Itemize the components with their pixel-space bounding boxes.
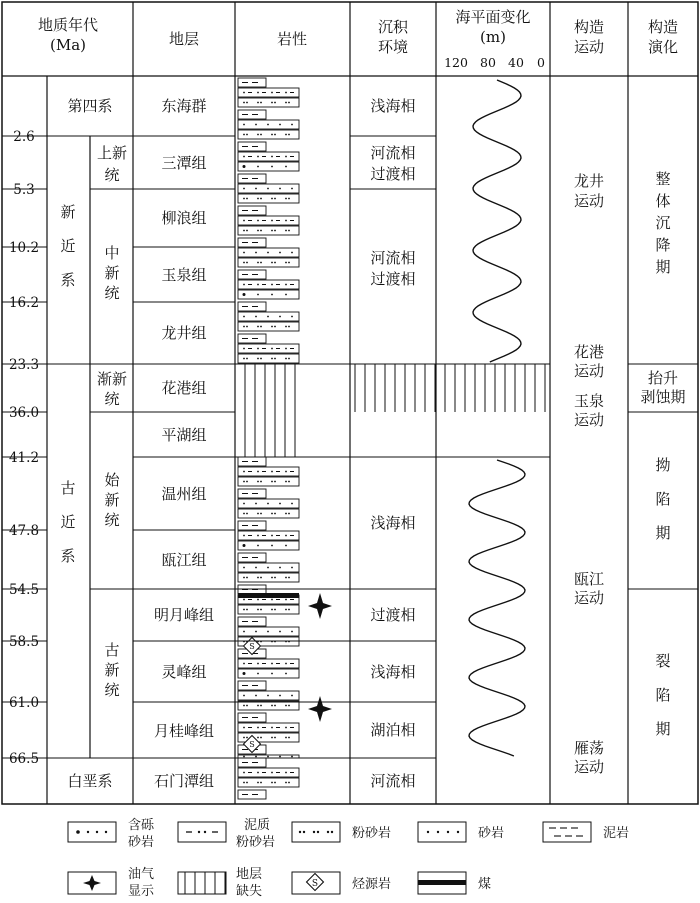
movement-oujiang: 运动	[573, 589, 605, 607]
movement-huagang: 花港	[573, 343, 605, 361]
legend-source-rock-glyph: S	[311, 879, 319, 889]
movement-longjing: 龙井	[573, 172, 605, 190]
system-paleogene: 近	[60, 513, 76, 531]
environment-label: 湖泊相	[370, 721, 416, 739]
evolution-rift: 期	[655, 720, 671, 738]
legend-conglomeratic-sandstone-icon	[68, 822, 116, 842]
oil-gas-show-icon	[308, 593, 332, 619]
header-tectonic-movement-1: 构造	[573, 18, 605, 36]
series-paleocene: 新	[104, 661, 120, 679]
age-label: 58.5	[8, 634, 40, 650]
age-label: 47.8	[8, 523, 40, 539]
environment-label: 浅海相	[370, 97, 416, 115]
header-tectonic-movement-2: 运动	[573, 38, 605, 56]
series-middle-miocene: 统	[104, 284, 120, 302]
system-paleogene: 古	[60, 479, 76, 497]
age-label: 66.5	[8, 751, 40, 767]
formation-label: 月桂峰组	[153, 722, 215, 740]
movement-huagang: 运动	[573, 362, 605, 380]
series-eocene: 统	[104, 511, 120, 529]
sea-level-curve	[469, 80, 525, 756]
header-tectonic-evolution-2: 演化	[647, 38, 679, 56]
environment-label: 河流相	[370, 144, 416, 162]
svg-text:S: S	[249, 642, 255, 651]
legend-conglomeratic-sandstone-label: 含砾	[128, 818, 155, 833]
formation-label: 平湖组	[161, 426, 207, 444]
series-middle-miocene: 中	[104, 244, 120, 262]
evolution-subsidence: 整	[655, 170, 671, 188]
formation-label: 花港组	[161, 379, 207, 397]
legend-sandstone-label: 砂岩	[478, 826, 505, 841]
age-label: 41.2	[8, 450, 40, 466]
header-environment-2: 环境	[377, 38, 409, 56]
environment-label: 浅海相	[370, 514, 416, 532]
formation-label: 灵峰组	[161, 663, 207, 681]
evolution-uplift: 抬升	[647, 369, 679, 387]
system-cretaceous: 白垩系	[67, 772, 113, 790]
formation-label: 明月峰组	[153, 606, 215, 624]
movement-yuquan: 运动	[573, 411, 605, 429]
legend-source-rock-label: 烃源岩	[352, 877, 392, 892]
series-eocene: 始	[104, 471, 120, 489]
header-geologic-age: 地质年代	[37, 16, 99, 34]
series-eocene: 新	[104, 491, 120, 509]
system-paleogene: 系	[60, 547, 76, 565]
legend-oil-gas-show-label: 油气	[128, 867, 155, 882]
evolution-subsidence: 降	[655, 236, 671, 254]
legend-mudstone-label: 泥岩	[603, 826, 630, 841]
movement-oujiang: 瓯江	[573, 570, 605, 588]
formation-label: 龙井组	[161, 324, 207, 342]
age-label: 16.2	[8, 295, 40, 311]
header-tectonic-evolution-1: 构造	[647, 18, 679, 36]
environment-label: 河流相	[370, 249, 416, 267]
legend-muddy-siltstone-label: 泥质	[244, 818, 271, 833]
legend-stratum-missing-label: 地层	[236, 867, 263, 882]
oil-gas-show-icon	[308, 696, 332, 722]
legend-oil-gas-show-label: 显示	[128, 884, 155, 899]
formation-label: 东海群	[161, 97, 207, 115]
system-neogene: 新	[60, 203, 76, 221]
legend-stratum-missing-label: 缺失	[236, 884, 263, 899]
formation-label: 瓯江组	[161, 551, 207, 569]
age-label: 54.5	[8, 582, 40, 598]
evolution-subsidence: 期	[655, 258, 671, 276]
movement-longjing: 运动	[573, 192, 605, 210]
formation-label: 玉泉组	[161, 266, 207, 284]
sea-level-tick-40: 40	[508, 55, 524, 70]
evolution-depression: 期	[655, 524, 671, 542]
age-label: 61.0	[8, 695, 40, 711]
evolution-subsidence: 体	[655, 192, 671, 210]
environment-label: 过渡相	[370, 165, 416, 183]
environment-label: 过渡相	[370, 270, 416, 288]
sea-level-tick-80: 80	[480, 55, 496, 70]
legend-mudstone-icon	[543, 822, 591, 842]
movement-yandang: 运动	[573, 758, 605, 776]
stratum-missing-hatch-litho	[238, 364, 299, 457]
evolution-rift: 裂	[655, 652, 671, 670]
movement-yandang: 雁荡	[573, 739, 605, 757]
series-middle-miocene: 新	[104, 264, 120, 282]
formation-label: 柳浪组	[161, 209, 207, 227]
system-neogene: 近	[60, 237, 76, 255]
legend	[68, 818, 629, 899]
stratum-missing-hatch-env-sea	[352, 364, 550, 412]
formation-label: 温州组	[161, 485, 207, 503]
legend-muddy-siltstone-icon	[178, 822, 226, 842]
formation-label: 三潭组	[161, 154, 207, 172]
sea-level-tick-0: 0	[537, 55, 545, 70]
legend-conglomeratic-sandstone-label: 砂岩	[128, 835, 155, 850]
environment-label: 浅海相	[370, 663, 416, 681]
age-label: 36.0	[8, 405, 40, 421]
series-upper-miocene: 上新	[96, 144, 128, 162]
header-environment-1: 沉积	[377, 18, 409, 36]
environment-label: 河流相	[370, 772, 416, 790]
evolution-uplift: 剥蚀期	[640, 388, 686, 406]
age-label: 2.6	[13, 129, 35, 145]
header-sea-level-unit: (m)	[480, 28, 506, 46]
svg-text:S: S	[249, 740, 255, 749]
formation-label: 石门潭组	[153, 772, 215, 790]
series-upper-miocene: 统	[104, 166, 120, 184]
system-neogene: 系	[60, 271, 76, 289]
series-oligocene: 渐新	[96, 370, 128, 388]
environment-label: 过渡相	[370, 606, 416, 624]
header-sea-level: 海平面变化	[455, 8, 531, 26]
evolution-rift: 陷	[655, 686, 671, 704]
age-label: 23.3	[8, 357, 40, 373]
system-quaternary: 第四系	[67, 97, 113, 115]
sea-level-tick-120: 120	[444, 55, 468, 70]
movement-yuquan: 玉泉	[573, 392, 605, 410]
series-oligocene: 统	[104, 390, 120, 408]
evolution-depression: 陷	[655, 490, 671, 508]
header-formation: 地层	[168, 30, 200, 48]
legend-stratum-missing-icon	[178, 872, 226, 894]
legend-siltstone-label: 粉砂岩	[352, 826, 392, 841]
legend-muddy-siltstone-label: 粉砂岩	[236, 835, 276, 850]
series-paleocene: 统	[104, 681, 120, 699]
evolution-subsidence: 沉	[655, 214, 671, 232]
age-label: 10.2	[8, 240, 40, 256]
legend-coal-label: 煤	[478, 877, 492, 892]
header-geologic-age-unit: (Ma)	[49, 36, 87, 54]
header-lithology: 岩性	[276, 30, 308, 48]
evolution-depression: 拗	[655, 456, 671, 474]
series-paleocene: 古	[104, 641, 120, 659]
age-label: 5.3	[13, 182, 35, 198]
